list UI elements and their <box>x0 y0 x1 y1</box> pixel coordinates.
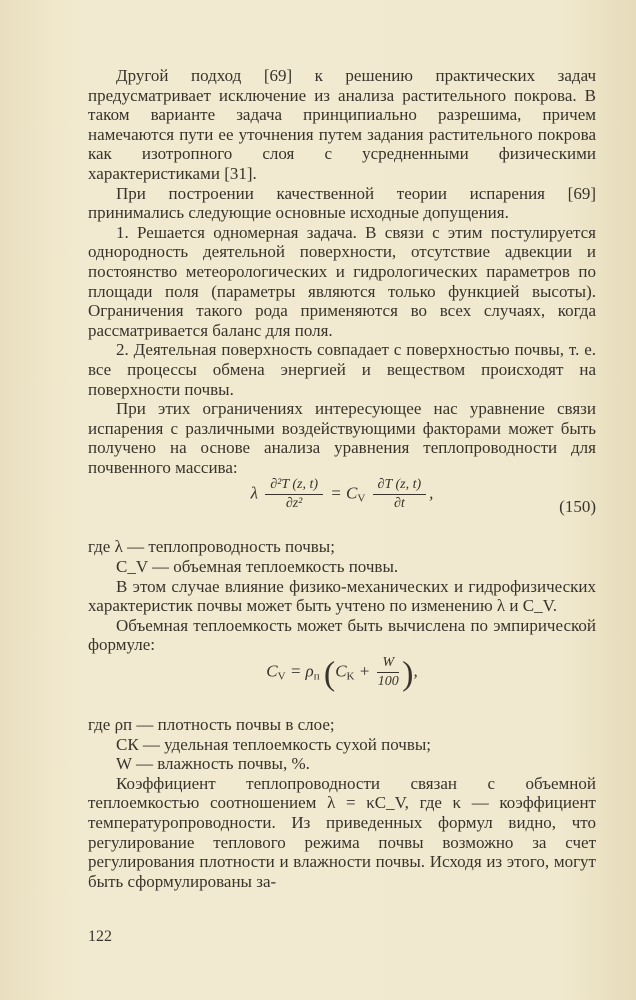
formula-cv <box>88 655 596 715</box>
formula-150 <box>88 477 596 537</box>
paragraph: В этом случае влияние физико-механических и гидрофизических характеристик почвы может быть учтено по изменению λ и C_V. <box>88 576 596 616</box>
formula-open-paren: ( <box>323 655 336 693</box>
formula-comma: , <box>429 483 434 503</box>
formula-equals: = <box>330 483 342 503</box>
formula-fraction-rhs <box>373 477 427 512</box>
definition-line: C_V — объемная теплоемкость почвы. <box>116 557 399 577</box>
paragraph: Другой подход [69] к решению практических задач предусматривает исключение из анализа растительного покрова. В таком варианте задача принципиально разрешима, причем намечаются пути ее уточнения путем задания растительного покрова как изотропного слоя с усредненными физическими характеристиками [31]. <box>88 66 596 183</box>
fraction-denominator: ∂t <box>393 496 405 512</box>
formula-equals-rho: = ρ <box>289 661 314 681</box>
fraction-numerator: ∂T (z, t) <box>373 477 427 495</box>
formula-plus: + <box>358 661 371 681</box>
page-number: 122 <box>88 928 112 945</box>
paragraph: Коэффициент теплопроводности связан с объемной теплоемкостью соотношением λ = κC_V, где κ — коэффициент температуропроводности. Из приведенных формул видно, что регулирование теплового режима почвы возможно за счет регулирования плотности и влажности почвы. Исходя из этого, могут быть сформулированы за- <box>88 773 596 891</box>
definition-line: СК — удельная теплоемкость сухой почвы; <box>116 734 432 754</box>
formula-fraction-lhs <box>265 477 323 512</box>
fraction-numerator: ∂²T (z, t) <box>265 477 323 495</box>
formula-cv: C <box>346 483 358 503</box>
definition-line: W — влажность почвы, %. <box>116 754 310 774</box>
paragraph: Объемная теплоемкость может быть вычислена по эмпирической формуле: <box>88 615 596 655</box>
paragraph: 1. Решается одномерная задача. В связи с этим постулируется однородность деятельной поверхности, отсутствие адвекции и постоянство метеорологических и гидрологических параметров по площади поля (параметры являются только функцией высоты). Ограничения такого рода применяются во всех случаях, когда рассматривается баланс для поля. <box>88 222 596 340</box>
paragraph: При этих ограничениях интересующее нас уравнение связи испарения с различными воздействующими факторами может быть получено на основе анализа уравнения теплопроводности для почвенного массива: <box>88 399 596 477</box>
formula-cv-lhs-sub: V <box>277 670 286 683</box>
formula-comma: , <box>413 661 418 681</box>
formula-ck-sub: K <box>346 670 355 683</box>
formula-rho-sub: п <box>313 670 320 683</box>
equation-number: (150) <box>559 497 596 517</box>
formula-ck: C <box>335 661 347 681</box>
formula-cv-sub: V <box>357 492 366 505</box>
paragraph: При построении качественной теории испарения [69] принимались следующие основные исходные допущения. <box>88 183 596 223</box>
fraction-denominator: 100 <box>377 674 399 690</box>
formula-lambda: λ <box>250 483 258 503</box>
fraction-denominator: ∂z² <box>285 496 303 512</box>
fraction-numerator: W <box>377 655 399 673</box>
definition-line: где ρп — плотность почвы в слое; <box>88 715 335 735</box>
formula-fraction-w <box>377 655 399 690</box>
formula-close-paren: ) <box>402 655 414 693</box>
body-text <box>88 66 596 891</box>
paragraph: 2. Деятельная поверхность совпадает с поверхностью почвы, т. е. все процессы обмена энергией и веществом происходят на поверхности почвы. <box>88 340 596 399</box>
formula-cv-lhs: C <box>266 661 278 681</box>
definition-line: где λ — теплопроводность почвы; <box>88 537 335 557</box>
